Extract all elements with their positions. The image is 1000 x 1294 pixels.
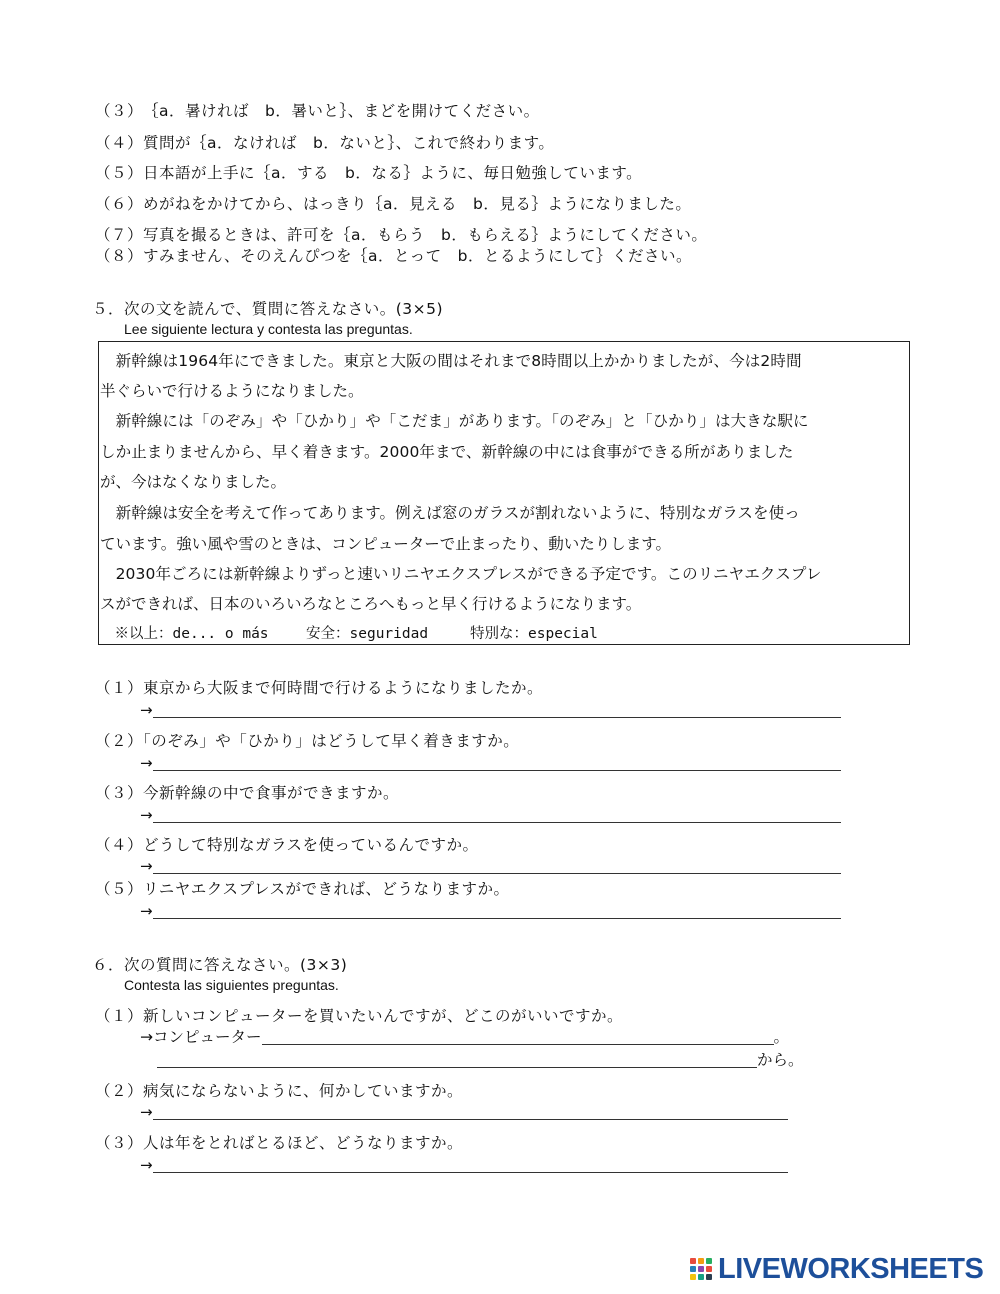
passage-line: スができれば、日本のいろいろなところへもっと早く行けるようになります。 — [100, 595, 642, 613]
answer-suffix: 。 — [773, 1028, 790, 1046]
arrow-icon: → — [140, 857, 153, 875]
answer-line[interactable] — [157, 1055, 757, 1068]
question-3 — [95, 783, 399, 803]
item-text: めがねをかけてから、はっきり｛a．見える b．見る｝ようになりました。 — [143, 195, 692, 213]
item-number: （６） — [95, 195, 144, 213]
exercise-item-3 — [95, 101, 540, 121]
question-6-3 — [95, 1133, 463, 1153]
question-text: リニヤエクスプレスができれば、どうなりますか。 — [143, 880, 510, 898]
answer-prefix: →コンピューター — [140, 1028, 262, 1046]
item-number: （３） — [95, 102, 144, 120]
answer-line[interactable] — [153, 758, 841, 771]
question-number: （３） — [95, 1134, 144, 1152]
question-6-2 — [95, 1081, 463, 1101]
question-text: 「のぞみ」や「ひかり」はどうして早く着きますか。 — [143, 732, 520, 750]
glossary-item: ※以上：de... o más — [100, 626, 269, 642]
arrow-icon: → — [140, 806, 153, 824]
answer-row — [140, 1104, 788, 1120]
passage-line: しか止まりませんから、早く着きます。2000年まで、新幹線の中には食事ができる所がありました — [100, 443, 794, 461]
passage-line: 2030年ごろには新幹線よりずっと速いリニヤエクスプレスができる予定です。このリニヤエクスプレ — [100, 565, 822, 583]
item-text: 質問が｛a．なければ b．ないと｝、これで終わります。 — [143, 134, 555, 152]
arrow-icon: → — [140, 754, 153, 772]
question-number: （１） — [95, 1007, 144, 1025]
item-number: （４） — [95, 134, 144, 152]
question-number: （２） — [95, 732, 144, 750]
question-5 — [95, 879, 509, 899]
passage-line: 新幹線は1964年にできました。東京と大阪の間はそれまで8時間以上かかりましたが、今は2時間 — [100, 352, 802, 370]
passage-line: 新幹線には「のぞみ」や「ひかり」や「こだま」があります。「のぞみ」と「ひかり」は大きな駅に — [100, 412, 809, 430]
answer-row — [140, 1157, 788, 1173]
answer-line[interactable] — [153, 705, 841, 718]
answer-row — [140, 1029, 789, 1045]
question-4 — [95, 835, 479, 855]
item-text: 写真を撮るときは、許可を｛a．もらう b．もらえる｝ようにしてください。 — [143, 226, 708, 244]
question-number: （５） — [95, 880, 144, 898]
section-5-title: ５．次の文を読んで、質問に答えなさい。(3×5) — [92, 300, 443, 318]
liveworksheets-logo — [690, 1253, 983, 1285]
answer-line[interactable] — [153, 1160, 788, 1173]
item-text: 日本語が上手に｛a．する b．なる｝ように、毎日勉強しています。 — [143, 164, 643, 182]
passage-line: が、今はなくなりました。 — [100, 473, 287, 491]
section-5-subtitle: Lee siguiente lectura y contesta las preguntas. — [124, 321, 413, 337]
question-text: 人は年をとればとるほど、どうなりますか。 — [143, 1134, 464, 1152]
question-number: （４） — [95, 836, 144, 854]
answer-row — [140, 903, 841, 919]
answer-line[interactable] — [153, 906, 841, 919]
answer-line[interactable] — [262, 1032, 774, 1045]
glossary-item: 安全：seguridad — [306, 626, 429, 642]
arrow-icon: → — [140, 701, 153, 719]
question-1 — [95, 678, 543, 698]
question-number: （１） — [95, 679, 144, 697]
section-6-subtitle: Contesta las siguientes preguntas. — [124, 977, 339, 993]
passage-line: ています。強い風や雪のときは、コンピューターで止まったり、動いたりします。 — [100, 535, 672, 553]
exercise-item-5 — [95, 163, 642, 183]
item-number: （７） — [95, 226, 144, 244]
question-text: どうして特別なガラスを使っているんですか。 — [143, 836, 479, 854]
question-text: 新しいコンピューターを買いたいんですが、どこのがいいですか。 — [143, 1007, 624, 1025]
question-text: 東京から大阪まで何時間で行けるようになりましたか。 — [143, 679, 544, 697]
brand-name: LIVEWORKSHEETS — [718, 1252, 984, 1285]
answer-row — [140, 807, 841, 823]
answer-line[interactable] — [153, 810, 841, 823]
item-number: （８） — [95, 247, 144, 265]
exercise-item-6 — [95, 194, 691, 214]
passage-line: 半ぐらいで行けるようになりました。 — [100, 382, 364, 400]
answer-row — [140, 858, 841, 874]
answer-row — [157, 1052, 804, 1068]
answer-line[interactable] — [153, 861, 841, 874]
section-6-title: ６．次の質問に答えなさい。(3×3) — [92, 956, 348, 974]
answer-suffix: から。 — [757, 1051, 804, 1069]
exercise-item-8 — [95, 246, 692, 266]
glossary-item: 特別な：especial — [470, 626, 598, 642]
question-text: 病気にならないように、何かしていますか。 — [143, 1082, 464, 1100]
liveworksheets-logo-icon — [690, 1258, 712, 1280]
answer-row — [140, 755, 841, 771]
item-text: ｛a．暑ければ b．暑いと｝、まどを開けてください。 — [143, 102, 540, 120]
arrow-icon: → — [140, 1156, 153, 1174]
question-number: （２） — [95, 1082, 144, 1100]
question-2 — [95, 731, 519, 751]
passage-line: 新幹線は安全を考えて作ってあります。例えば窓のガラスが割れないように、特別なガラスを使っ — [100, 504, 800, 522]
exercise-item-4 — [95, 133, 554, 153]
item-text: すみません、そのえんぴつを｛a．とって b．とるようにして｝ください。 — [143, 247, 692, 265]
exercise-item-7 — [95, 225, 707, 245]
question-text: 今新幹線の中で食事ができますか。 — [143, 784, 400, 802]
answer-line[interactable] — [153, 1107, 788, 1120]
arrow-icon: → — [140, 902, 153, 920]
answer-row — [140, 702, 841, 718]
question-number: （３） — [95, 784, 144, 802]
arrow-icon: → — [140, 1103, 153, 1121]
item-number: （５） — [95, 164, 144, 182]
question-6-1 — [95, 1006, 623, 1026]
